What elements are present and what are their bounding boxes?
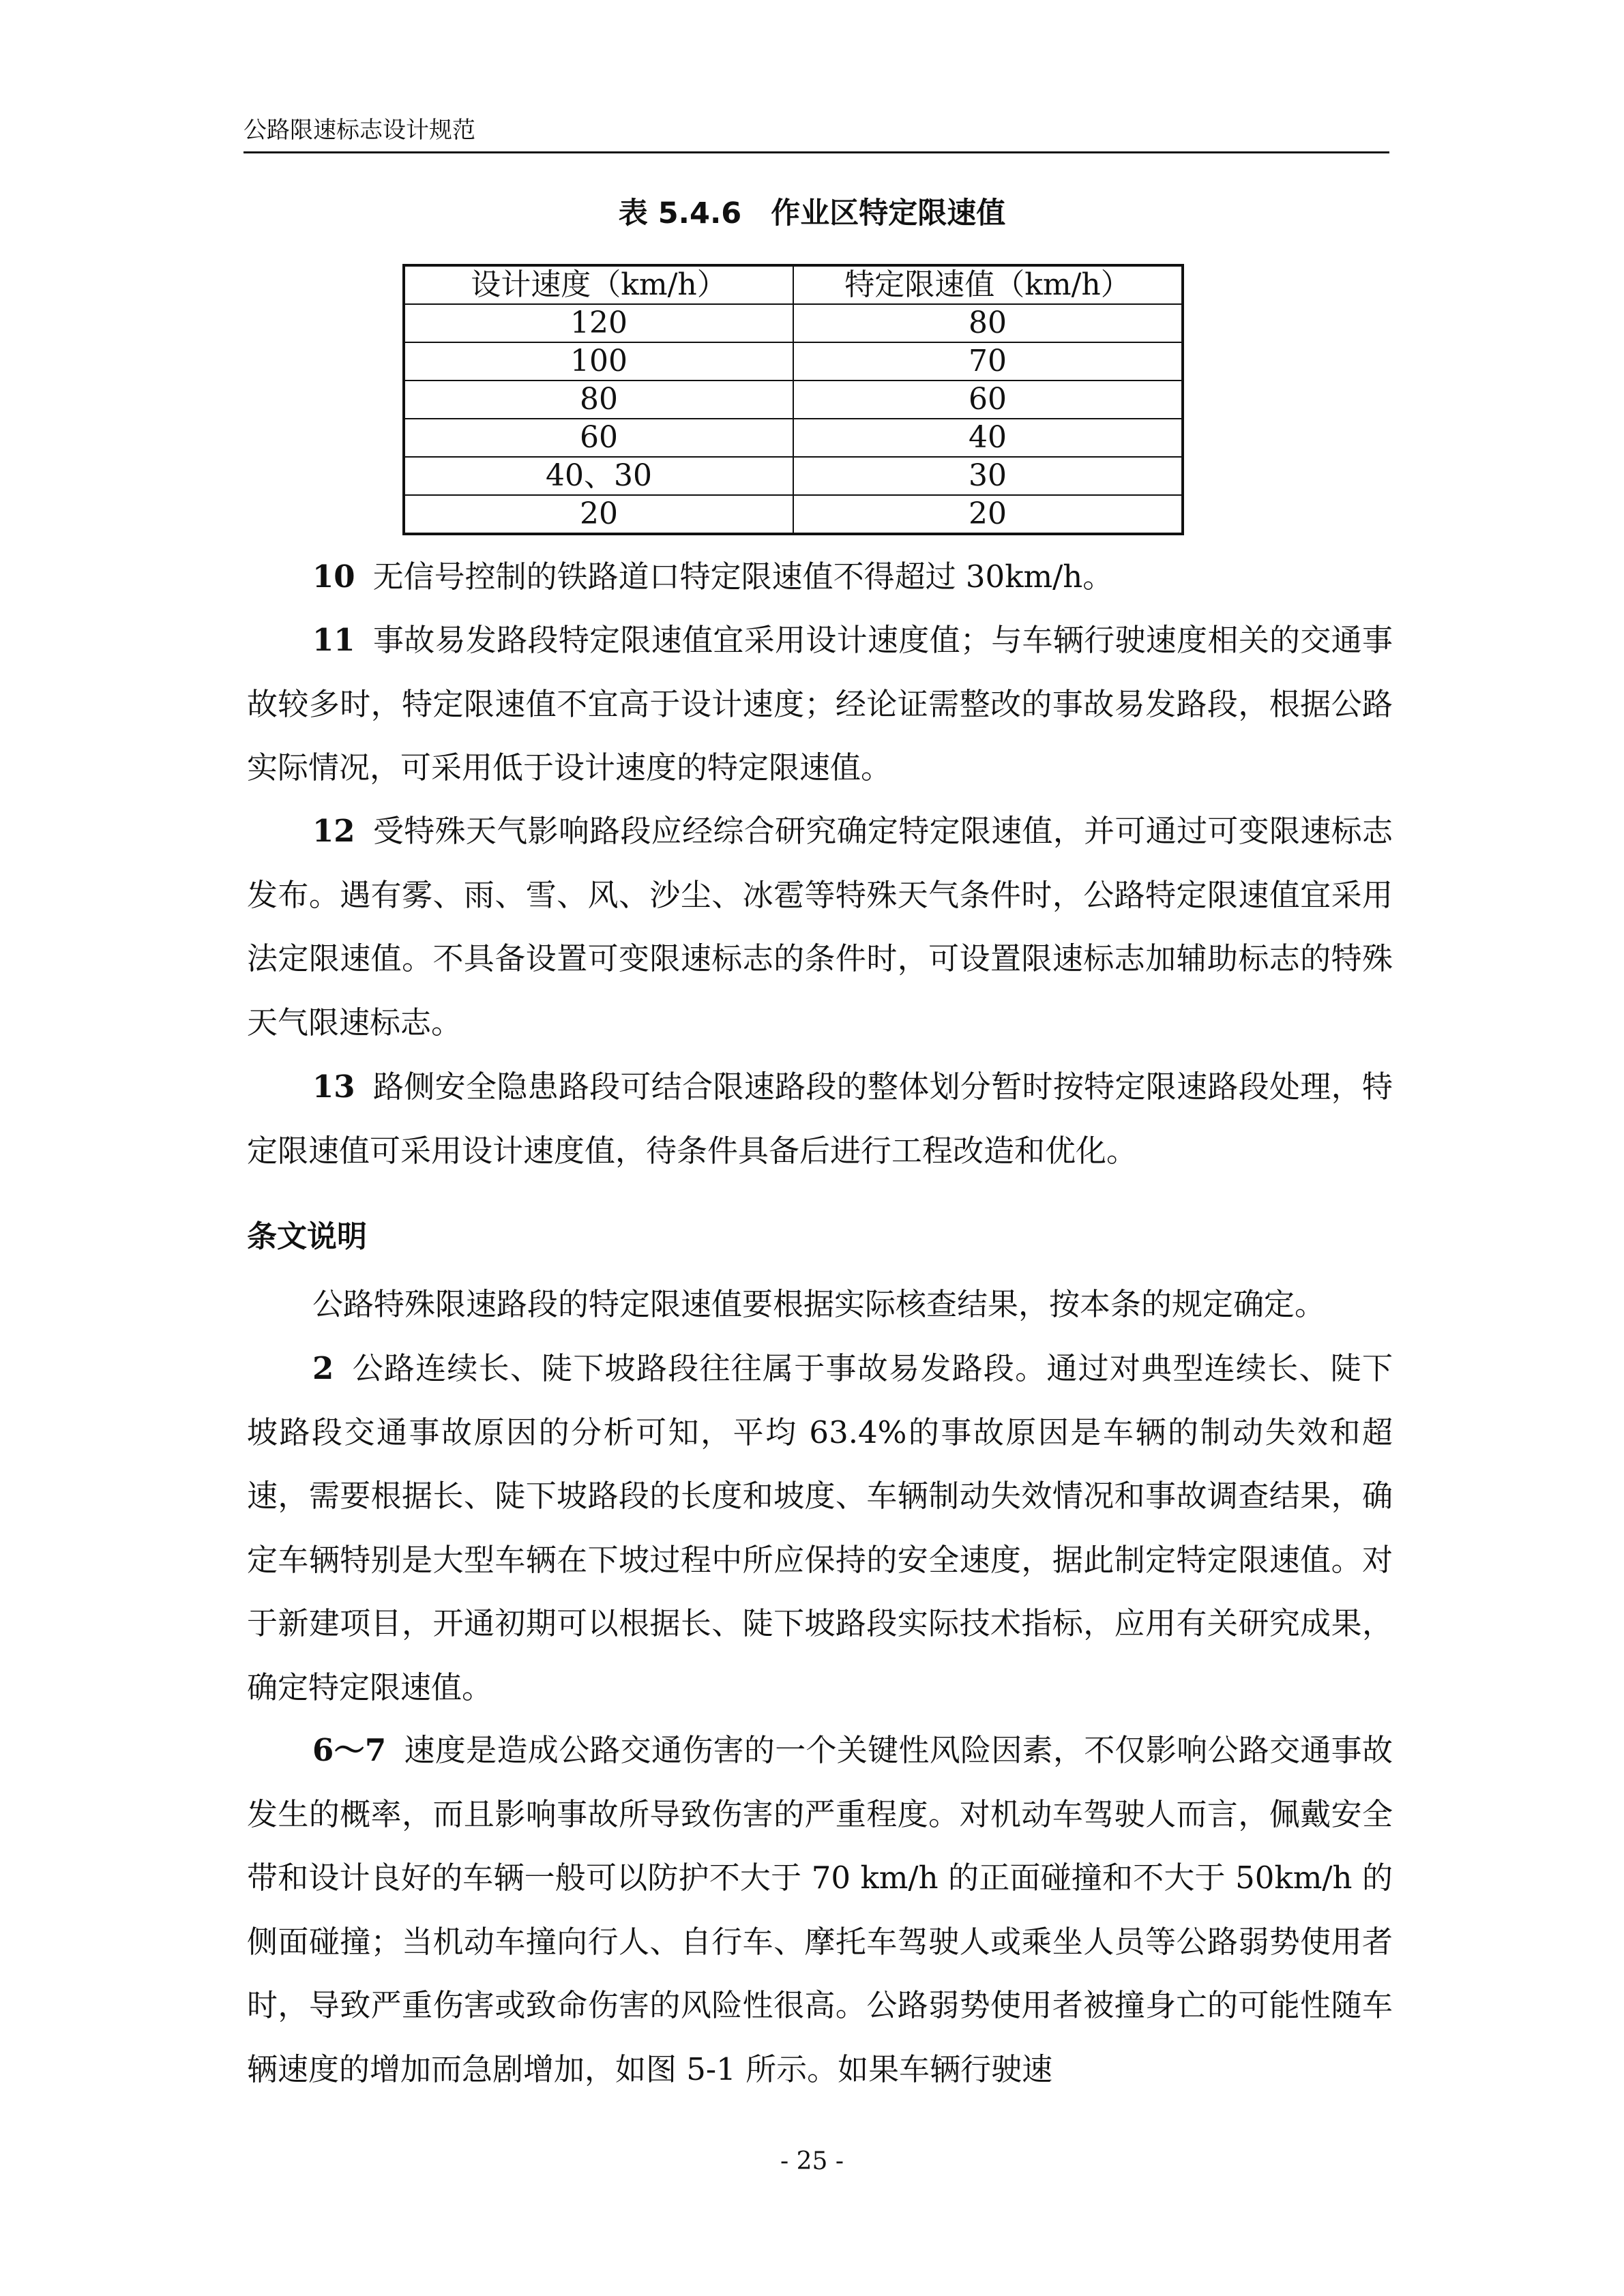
section-heading: 条文说明 xyxy=(247,1219,367,1254)
running-header: 公路限速标志设计规范 xyxy=(243,109,1389,153)
speed-limit-table xyxy=(402,264,1184,535)
table-cell: 40、30 xyxy=(404,457,793,495)
table-cell: 80 xyxy=(793,304,1183,342)
clause-text: 事故易发路段特定限速值宜采用设计速度值；与车辆行驶速度相关的交通事故较多时，特定限速值不宜高于设计速度；经论证需整改的事故易发路段，根据公路实际情况，可采用低于设计速度的特定限速值。 xyxy=(247,622,1393,786)
table-cell: 100 xyxy=(404,342,793,381)
column-header: 设计速度（km/h） xyxy=(404,265,793,304)
clause-10 xyxy=(247,545,1393,609)
clause-13 xyxy=(247,1055,1393,1182)
explanation-number: 2 xyxy=(312,1350,334,1386)
clause-text: 无信号控制的铁路道口特定限速值不得超过 30km/h。 xyxy=(372,558,1114,595)
table-row xyxy=(404,457,1183,495)
explanation-text: 速度是造成公路交通伤害的一个关键性风险因素，不仅影响公路交通事故发生的概率，而且影响事故所导致伤害的严重程度。对机动车驾驶人而言，佩戴安全带和设计良好的车辆一般可以防护不大于 70 km/h 的正面碰撞和不大于 50km/h 的侧面碰撞；当机动车撞向行人、自行车、摩托车驾驶人或乘坐人员等公路弱势使用者时，导致严重伤害或致命伤害的风险性很高。公路弱势使用者被撞身亡的可能性随车辆速度的增加而急剧增加，如图 5-1 所示。如果车辆行驶速 xyxy=(247,1732,1393,2087)
clause-12 xyxy=(247,799,1393,1054)
table-cell: 60 xyxy=(793,381,1183,419)
clause-11 xyxy=(247,608,1393,800)
table-cell: 60 xyxy=(404,419,793,457)
table-row xyxy=(404,381,1183,419)
table-cell: 40 xyxy=(793,419,1183,457)
clause-number: 13 xyxy=(312,1069,355,1105)
table-row xyxy=(404,342,1183,381)
explanation-intro: 公路特殊限速路段的特定限速值要根据实际核查结果，按本条的规定确定。 xyxy=(312,1286,1326,1322)
table-header-row xyxy=(404,265,1183,304)
page-number: - 25 - xyxy=(780,2147,844,2175)
table-row xyxy=(404,304,1183,342)
explanation-text: 公路连续长、陡下坡路段往往属于事故易发路段。通过对典型连续长、陡下坡路段交通事故原因的分析可知，平均 63.4%的事故原因是车辆的制动失效和超速，需要根据长、陡下坡路段的长度和坡度、车辆制动失效情况和事故调查结果，确定车辆特别是大型车辆在下坡过程中所应保持的安全速度，据此制定特定限速值。对于新建项目，开通初期可以根据长、陡下坡路段实际技术指标，应用有关研究成果，确定特定限速值。 xyxy=(247,1350,1393,1705)
table-row xyxy=(404,419,1183,457)
column-header: 特定限速值（km/h） xyxy=(793,265,1183,304)
clause-text: 受特殊天气影响路段应经综合研究确定特定限速值，并可通过可变限速标志发布。遇有雾、雨、雪、风、沙尘、冰雹等特殊天气条件时，公路特定限速值宜采用法定限速值。不具备设置可变限速标志的条件时，可设置限速标志加辅助标志的特殊天气限速标志。 xyxy=(247,813,1393,1041)
table-cell: 20 xyxy=(793,495,1183,534)
table-row xyxy=(404,495,1183,534)
explanation-item-2 xyxy=(247,1337,1393,1719)
table-cell: 80 xyxy=(404,381,793,419)
clause-text: 路侧安全隐患路段可结合限速路段的整体划分暂时按特定限速路段处理，特定限速值可采用设计速度值，待条件具备后进行工程改造和优化。 xyxy=(247,1069,1393,1169)
table-cell: 20 xyxy=(404,495,793,534)
table-cell: 30 xyxy=(793,457,1183,495)
explanation-number: 6～7 xyxy=(312,1732,387,1768)
clause-number: 11 xyxy=(312,622,355,658)
clause-number: 12 xyxy=(312,813,355,849)
table-title: 表 5.4.6 作业区特定限速值 xyxy=(618,196,1006,230)
clause-number: 10 xyxy=(312,558,355,595)
explanation-item-6-7 xyxy=(247,1718,1393,2101)
table-cell: 70 xyxy=(793,342,1183,381)
table-cell: 120 xyxy=(404,304,793,342)
